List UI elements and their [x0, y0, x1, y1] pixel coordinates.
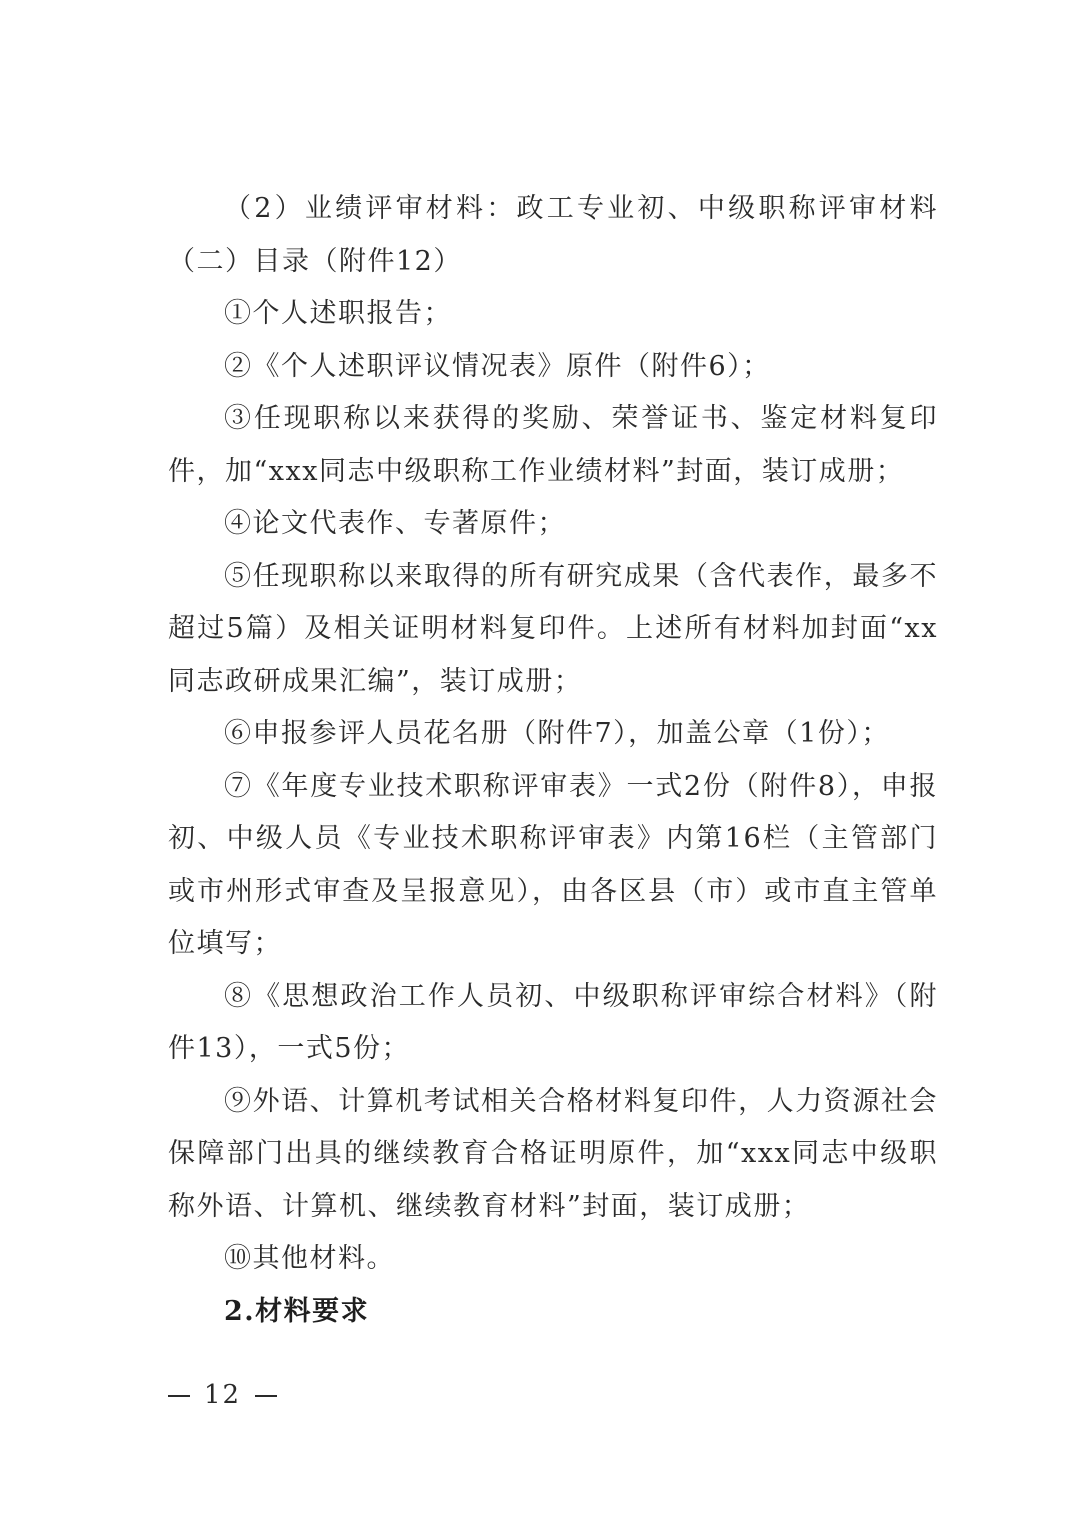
item-text: 《个人述职评议情况表》原件（附件6）； [252, 350, 771, 382]
dash-left-decoration [168, 1395, 190, 1397]
list-item [168, 393, 938, 498]
list-item [168, 761, 938, 971]
list-item [168, 1076, 938, 1234]
dash-right-decoration [255, 1395, 277, 1397]
item-text: 申报参评人员花名册（附件7），加盖公章（1份）； [252, 718, 890, 749]
item-text: 个人述职报告； [252, 298, 452, 329]
subsection-heading: 2.材料要求 [224, 1295, 370, 1327]
list-item [168, 1233, 938, 1286]
item-text: 任现职称以来取得的所有研究成果（含代表作，最多不超过5篇）及相关证明材料复印件。上述所有材料加封面“xx同志政研成果汇编”，装订成册； [168, 560, 938, 697]
list-item [168, 708, 938, 761]
list-item [168, 551, 938, 709]
list-item [168, 498, 938, 551]
item-marker: ⑩ [224, 1243, 253, 1274]
item-text: 任现职称以来获得的奖励、荣誉证书、鉴定材料复印件，加“xxx同志中级职称工作业绩材料”封面，装订成册； [168, 403, 939, 487]
page-footer [168, 1375, 291, 1415]
item-marker: ⑧ [224, 980, 254, 1012]
item-marker: ③ [224, 403, 254, 434]
list-item [168, 288, 938, 341]
item-text: 《年度专业技术职称评审表》一式2份（附件8），申报初、中级人员《专业技术职称评审表》内第16栏（主管部门或市州形式审查及呈报意见），由各区县（市）或市直主管单位填写； [168, 770, 939, 959]
item-marker: ④ [224, 508, 253, 539]
section-title: （2）业绩评审材料：政工专业初、中级职称评审材料（二）目录（附件12） [168, 193, 938, 277]
item-text: 外语、计算机考试相关合格材料复印件，人力资源社会保障部门出具的继续教育合格证明原件，加“xxx同志中级职称外语、计算机、继续教育材料”封面，装订成册； [168, 1085, 938, 1222]
item-text: 论文代表作、专著原件； [252, 508, 566, 539]
item-marker: ⑤ [224, 560, 253, 592]
document-page [168, 183, 938, 1338]
item-marker: ⑨ [224, 1085, 253, 1117]
item-marker: ② [224, 350, 253, 382]
list-item [168, 971, 938, 1076]
item-text: 《思想政治工作人员初、中级职称评审综合材料》（附件13），一式5份； [168, 980, 938, 1064]
item-marker: ⑥ [224, 718, 253, 749]
list-item [168, 341, 938, 394]
item-marker: ① [224, 298, 253, 329]
item-text: 其他材料。 [252, 1243, 395, 1274]
item-marker: ⑦ [224, 770, 253, 802]
page-number: 12 [204, 1380, 242, 1410]
